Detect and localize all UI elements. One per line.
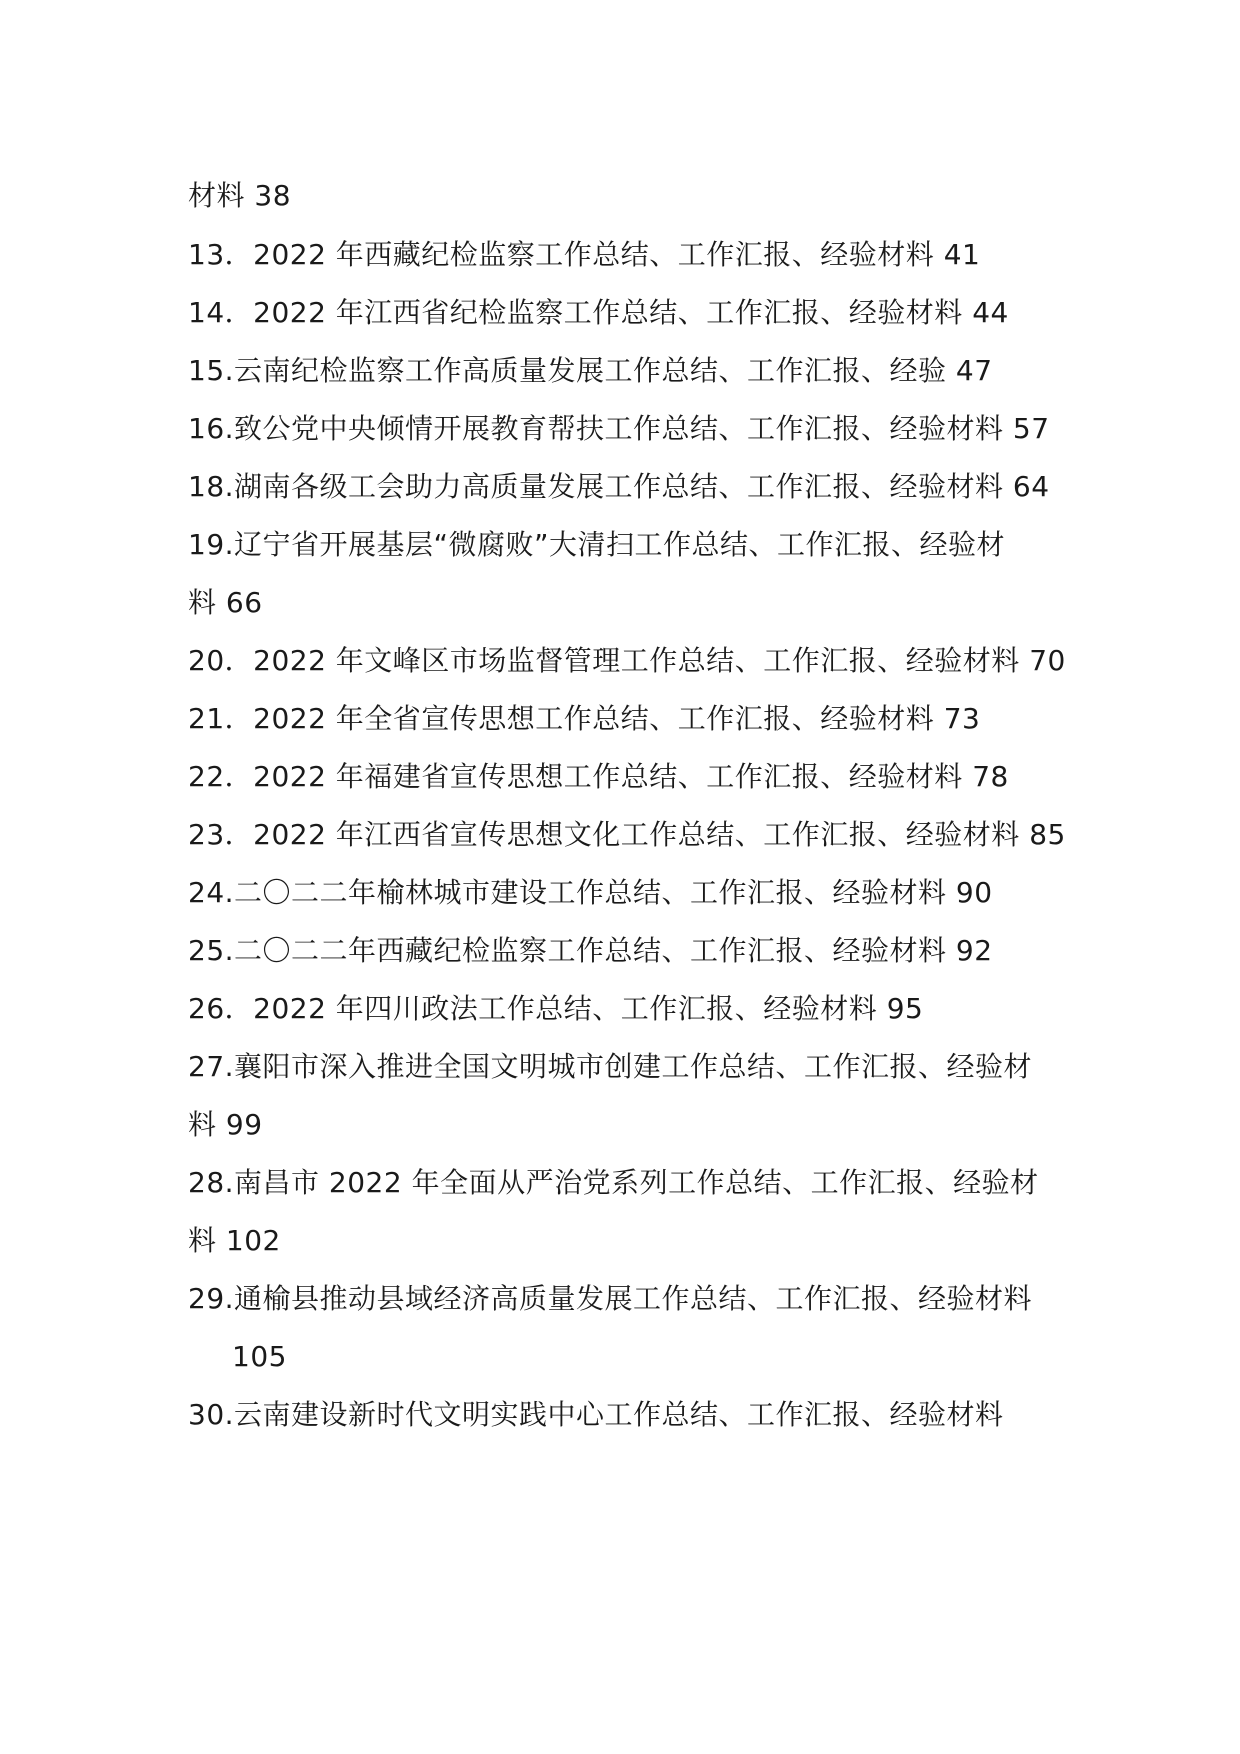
toc-line: 15.云南纪检监察工作高质量发展工作总结、工作汇报、经验 47	[188, 354, 993, 387]
toc-line: 26．2022 年四川政法工作总结、工作汇报、经验材料 95	[188, 992, 924, 1025]
toc-line: 料 66	[188, 586, 263, 619]
toc-line: 105	[232, 1340, 287, 1373]
toc-line: 28.南昌市 2022 年全面从严治党系列工作总结、工作汇报、经验材	[188, 1166, 1039, 1199]
toc-line: 22．2022 年福建省宣传思想工作总结、工作汇报、经验材料 78	[188, 760, 1009, 793]
toc-line: 13．2022 年西藏纪检监察工作总结、工作汇报、经验材料 41	[188, 238, 981, 271]
toc-line: 19.辽宁省开展基层“微腐败”大清扫工作总结、工作汇报、经验材	[188, 528, 1006, 561]
toc-line: 16.致公党中央倾情开展教育帮扶工作总结、工作汇报、经验材料 57	[188, 412, 1050, 445]
toc-line: 30.云南建设新时代文明实践中心工作总结、工作汇报、经验材料	[188, 1398, 1004, 1431]
toc-line: 18.湖南各级工会助力高质量发展工作总结、工作汇报、经验材料 64	[188, 470, 1050, 503]
toc-line: 25.二〇二二年西藏纪检监察工作总结、工作汇报、经验材料 92	[188, 934, 993, 967]
toc-line: 材料 38	[188, 179, 292, 212]
toc-line: 23．2022 年江西省宣传思想文化工作总结、工作汇报、经验材料 85	[188, 818, 1066, 851]
toc-line: 料 99	[188, 1108, 263, 1141]
toc-line: 27.襄阳市深入推进全国文明城市创建工作总结、工作汇报、经验材	[188, 1050, 1033, 1083]
toc-line: 14．2022 年江西省纪检监察工作总结、工作汇报、经验材料 44	[188, 296, 1009, 329]
toc-line: 24.二〇二二年榆林城市建设工作总结、工作汇报、经验材料 90	[188, 876, 993, 909]
toc-line: 20．2022 年文峰区市场监督管理工作总结、工作汇报、经验材料 70	[188, 644, 1066, 677]
toc-line: 29.通榆县推动县域经济高质量发展工作总结、工作汇报、经验材料	[188, 1282, 1033, 1315]
toc-line: 21．2022 年全省宣传思想工作总结、工作汇报、经验材料 73	[188, 702, 981, 735]
toc-line: 料 102	[188, 1224, 281, 1257]
